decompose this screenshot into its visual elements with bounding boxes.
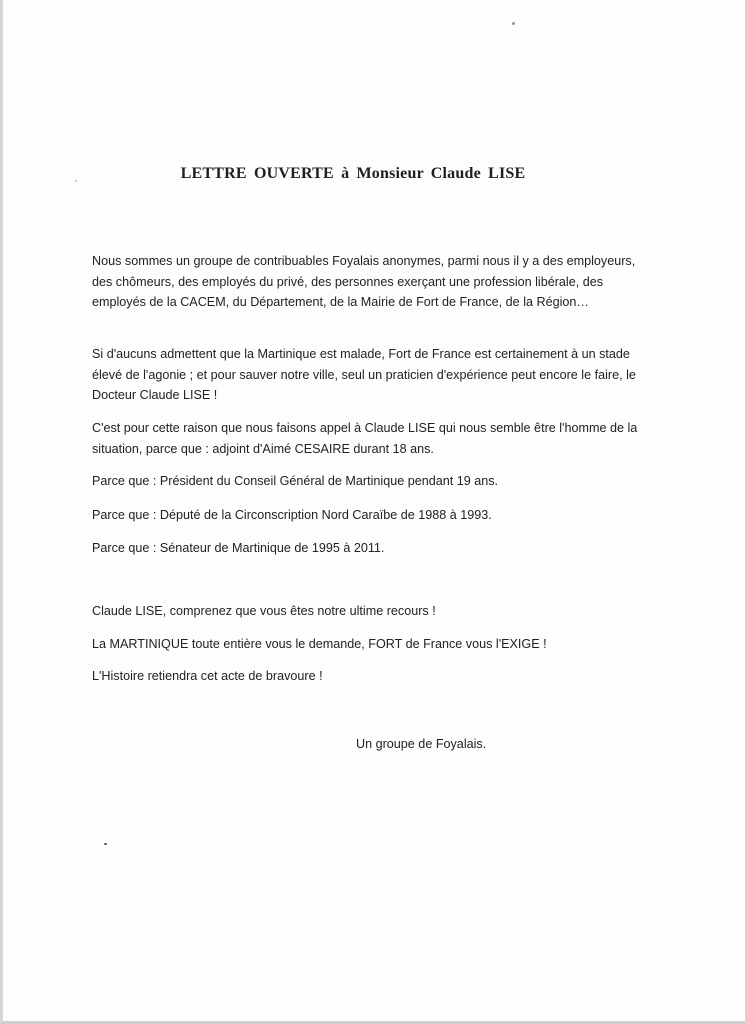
paragraph-reason-depute: Parce que : Député de la Circonscription Nord Caraïbe de 1988 à 1993. — [92, 508, 492, 522]
signature: Un groupe de Foyalais. — [356, 737, 487, 751]
paper-speck — [104, 843, 107, 845]
paper-speck — [512, 22, 515, 25]
letter-title: LETTRE OUVERTE à Monsieur Claude LISE — [180, 165, 526, 182]
paragraph-demand: La MARTINIQUE toute entière vous le demande, FORT de France vous l'EXIGE ! — [92, 637, 547, 651]
paragraph-city-situation: Si d'aucuns admettent que la Martinique est malade, Fort de France est certainement à un stade élevé de l'agonie ; et pour sauver notre ville, seul un praticien d'expérience peut encore le faire, le Docteur Claude LISE ! — [92, 347, 636, 402]
paragraph-history: L'Histoire retiendra cet acte de bravoure ! — [92, 669, 323, 683]
paragraph-ultimate-recourse: Claude LISE, comprenez que vous êtes notre ultime recours ! — [92, 604, 436, 618]
paragraph-reason-president: Parce que : Président du Conseil Général de Martinique pendant 19 ans. — [92, 474, 499, 488]
paragraph-appeal-reason: C'est pour cette raison que nous faisons appel à Claude LISE qui nous semble être l'homme de la situation, parce que : adjoint d'Aimé CESAIRE durant 18 ans. — [92, 421, 638, 456]
paragraph-introduction: Nous sommes un groupe de contribuables Foyalais anonymes, parmi nous il y a des employeurs, des chômeurs, des employés du privé, des personnes exerçant une profession libérale, des employés de la CACEM, du Département, de la Mairie de Fort de France, de la Région… — [92, 254, 636, 309]
paragraph-reason-senateur: Parce que : Sénateur de Martinique de 1995 à 2011. — [92, 541, 385, 555]
